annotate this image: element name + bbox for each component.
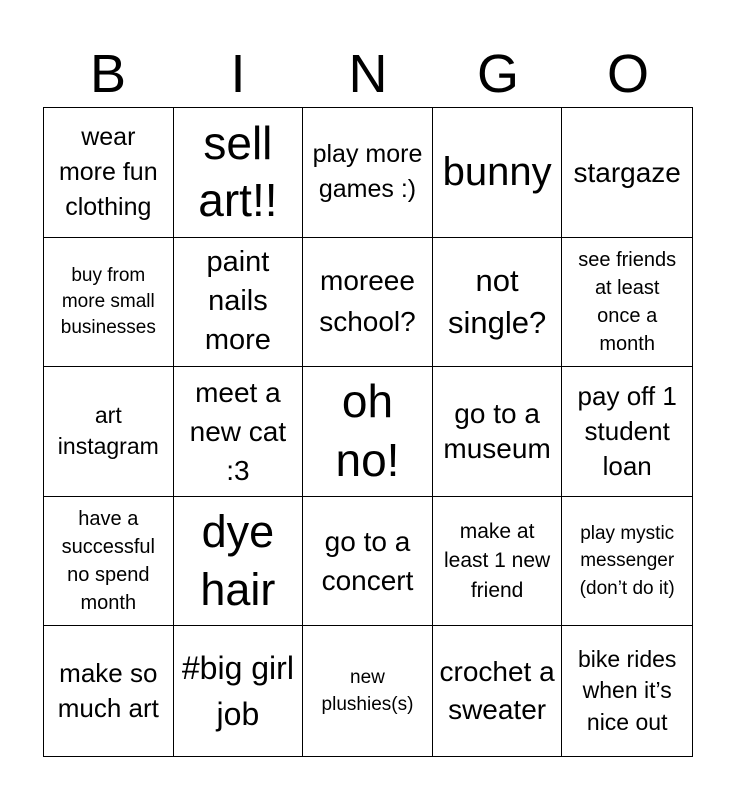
cell-text: dye hair [200, 505, 276, 616]
cell-text: play more games :) [312, 140, 423, 204]
bingo-cell[interactable] [433, 238, 563, 368]
bingo-cell[interactable] [562, 497, 692, 627]
cell-text: art instagram [57, 402, 159, 460]
cell-text: wear more fun clothing [58, 122, 158, 221]
bingo-cell[interactable] [174, 238, 304, 368]
bingo-cell[interactable] [562, 238, 692, 368]
bingo-cell[interactable] [303, 238, 433, 368]
bingo-cell[interactable] [562, 108, 692, 238]
bingo-cell[interactable] [303, 626, 433, 756]
cell-text: bunny [442, 150, 552, 195]
cell-text: play mystic messenger (don’t do it) [579, 522, 675, 599]
bingo-cell[interactable] [433, 108, 563, 238]
bingo-cell[interactable] [44, 108, 174, 238]
bingo-cell[interactable] [174, 497, 304, 627]
header-letter-b: B [89, 44, 127, 104]
cell-text: oh no! [335, 374, 400, 487]
bingo-cell[interactable] [433, 626, 563, 756]
bingo-cell[interactable] [44, 367, 174, 497]
cell-text: paint nails more [204, 246, 271, 357]
cell-text: not single? [447, 263, 547, 340]
bingo-cell[interactable] [174, 108, 304, 238]
header-letter-o: O [606, 44, 649, 104]
cell-text: have a successful no spend month [61, 508, 155, 615]
cell-text: go to a museum [443, 398, 551, 465]
cell-text: go to a concert [321, 525, 414, 597]
header-letter-g: G [476, 44, 519, 104]
bingo-board [43, 107, 693, 757]
cell-text: moreee school? [319, 265, 416, 337]
bingo-header [43, 40, 693, 108]
bingo-cell[interactable] [174, 367, 304, 497]
cell-text: see friends at least once a month [578, 248, 677, 355]
cell-text: crochet a sweater [439, 655, 555, 726]
bingo-cell[interactable] [174, 626, 304, 756]
bingo-cell[interactable] [303, 497, 433, 627]
bingo-cell[interactable] [433, 497, 563, 627]
cell-text: make so much art [57, 658, 159, 724]
bingo-cell[interactable] [303, 367, 433, 497]
cell-text: stargaze [573, 156, 681, 188]
bingo-cell[interactable] [44, 497, 174, 627]
bingo-cell[interactable] [562, 626, 692, 756]
header-letter-n: N [348, 44, 388, 104]
cell-text: bike rides when it’s nice out [577, 645, 677, 736]
cell-text: pay off 1 student loan [577, 380, 677, 482]
header-letter-i: I [230, 44, 246, 104]
bingo-cell[interactable] [44, 238, 174, 368]
cell-text: buy from more small businesses [60, 264, 156, 338]
cell-text: make at least 1 new friend [443, 520, 551, 602]
bingo-cell[interactable] [562, 367, 692, 497]
cell-text: sell art!! [198, 116, 278, 227]
cell-text: meet a new cat :3 [189, 376, 287, 487]
bingo-cell[interactable] [303, 108, 433, 238]
cell-text: new plushies(s) [321, 666, 414, 716]
bingo-cell[interactable] [44, 626, 174, 756]
bingo-cell[interactable] [433, 367, 563, 497]
cell-text: #big girl job [181, 649, 294, 733]
